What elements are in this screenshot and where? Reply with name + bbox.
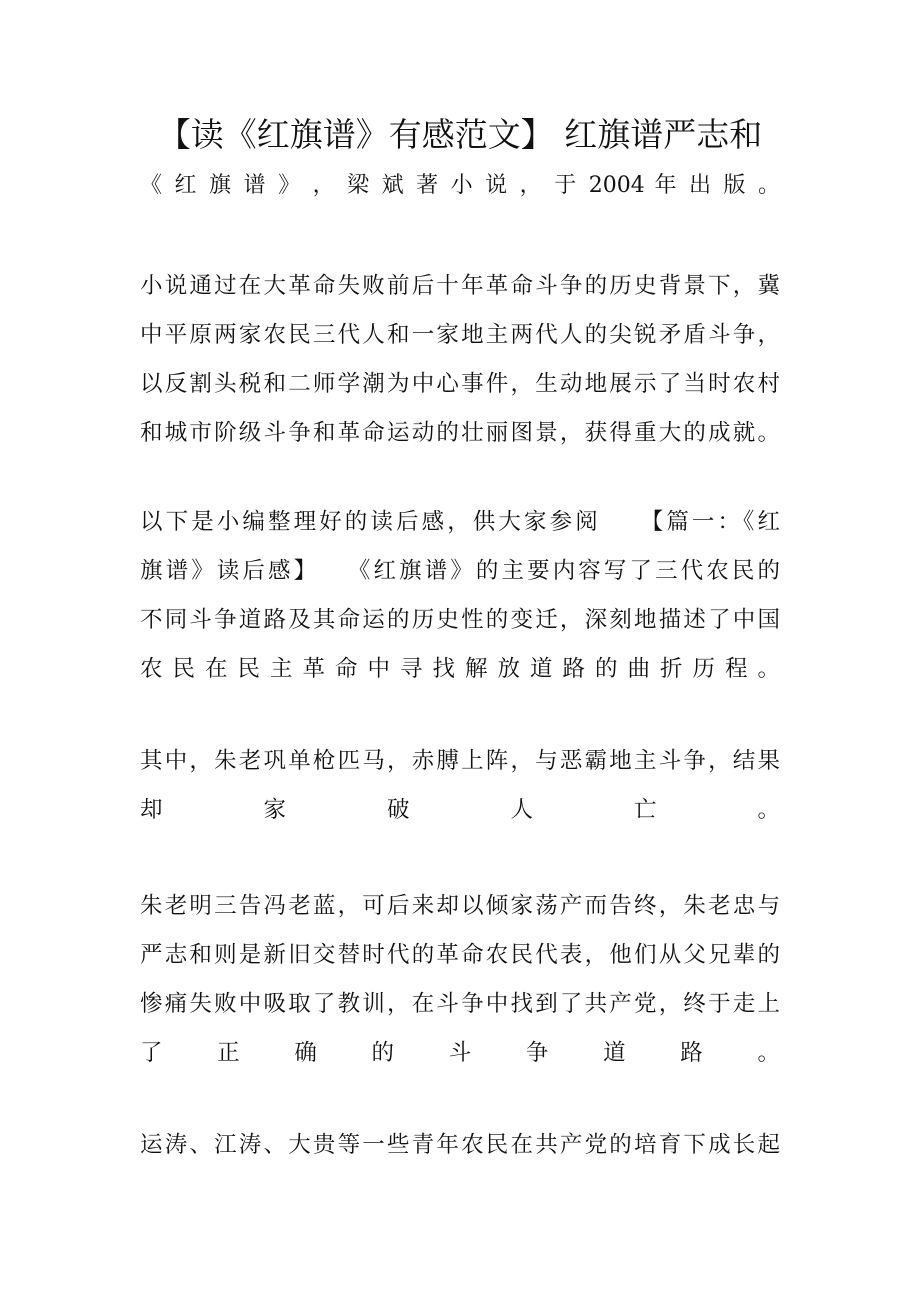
text-line: 严志和则是新旧交替时代的革命农民代表，他们从父兄辈的 (140, 942, 780, 968)
paragraph-4 (140, 886, 780, 1082)
text-line: 中平原两家农民三代人和一家地主两代人的尖锐矛盾斗争， (140, 322, 780, 348)
paragraph-3 (140, 741, 780, 839)
text-line: 了正确的斗争道路。 (140, 1040, 780, 1066)
text-line: 和城市阶级斗争和革命运动的壮丽图景，获得重大的成就。 (140, 420, 780, 446)
text-line: 朱老明三告冯老蓝，可后来却以倾家荡产而告终，朱老忠与 (140, 893, 780, 919)
text-line: 惨痛失败中吸取了教训，在斗争中找到了共产党，终于走上 (140, 991, 780, 1017)
paragraph-1 (140, 266, 780, 462)
document-subtitle: 《 红 旗 谱 》 ， 梁 斌 著 小 说 ， 于 2004 年 出 版 。 (140, 173, 780, 198)
text-line: 不同斗争道路及其命运的历史性的变迁，深刻地描述了中国 (140, 607, 780, 633)
paragraph-2 (140, 502, 780, 698)
text-line: 旗谱》读后感】 《红旗谱》的主要内容写了三代农民的 (140, 558, 780, 584)
text-line: 运涛、江涛、大贵等一些青年农民在共产党的培育下成长起 (140, 1132, 780, 1158)
document-title: 【读《红旗谱》有感范文】 红旗谱严志和 (157, 115, 763, 154)
text-line: 以反割头税和二师学潮为中心事件，生动地展示了当时农村 (140, 371, 780, 397)
text-line: 却家破人亡。 (140, 797, 780, 823)
text-line: 农民在民主革命中寻找解放道路的曲折历程。 (140, 656, 780, 682)
text-line: 小说通过在大革命失败前后十年革命斗争的历史背景下，冀 (140, 273, 780, 299)
paragraph-5 (140, 1125, 780, 1174)
text-line: 以下是小编整理好的读后感，供大家参阅 【篇一：《红 (140, 509, 780, 535)
text-line: 其中，朱老巩单枪匹马，赤膊上阵，与恶霸地主斗争，结果 (140, 748, 780, 774)
